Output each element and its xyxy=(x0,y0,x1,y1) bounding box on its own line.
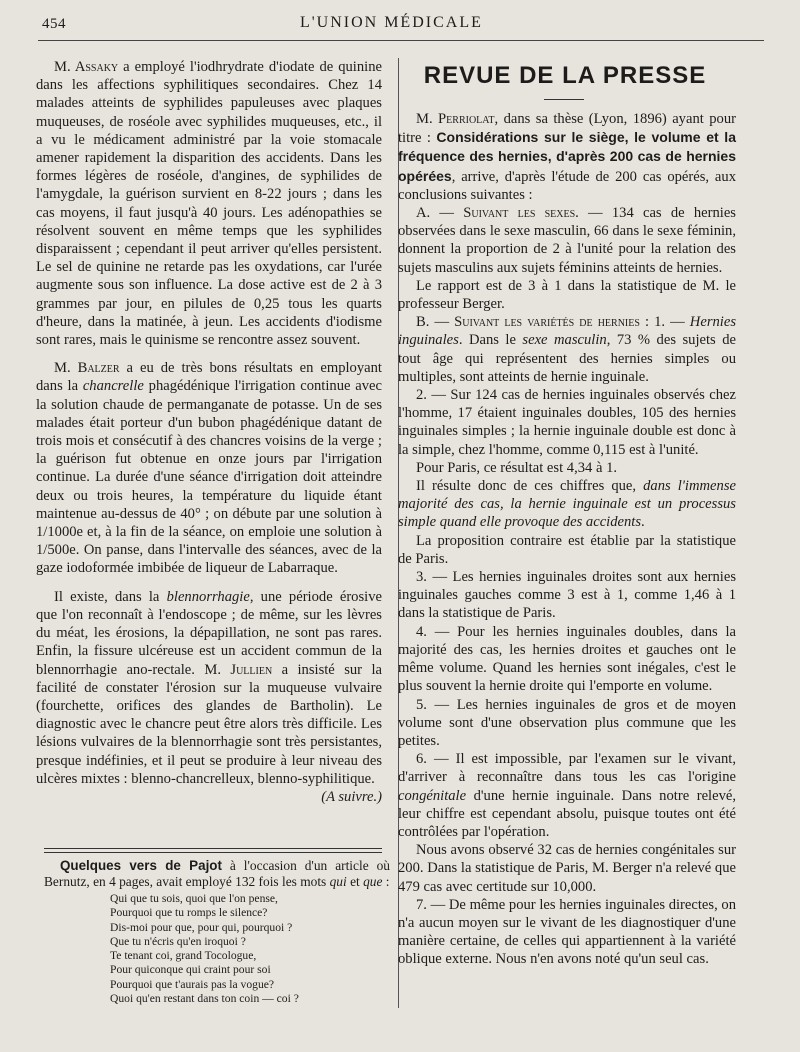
paragraph-3: 3. — Les hernies inguinales droites sont aux hernies inguinales gauches comme 3 est à 1, comme 1,46 à 1 dans la statistique de Paris. xyxy=(398,569,736,622)
poem-line: Te tenant coi, grand Tocologue, xyxy=(110,949,257,963)
poem-line: Pourquoi que t'aurais pas la vogue? xyxy=(110,977,275,991)
paragraph-text: a employé l'iodhrydrate d'iodate de quinine dans les affections syphilitiques secondaires. Chez 14 malades atteints de syphilides papuleuses avec plaques muqueuses, de roséole avec syphilides muqueuses, etc., il a vu le médicament administré par la voie stomacale amener rapidement la disparition des accidents. Dans les formes légères de roséole, d'angines, de syphilides de l'amygdale, la guérison survient en 8-22 jours ; dans les cas moyens, il faut jusqu'à 40 jours. Les adénopathies se résolvent souvent en même temps que les syphilides disparaissent ; cependant il peut arriver qu'elles persistent. Le sel de quinine ne retarde pas les oxydations, car l'urée augmente sous son influence. La dose active est de 2 à 3 grammes par jour, en pilules de 0,25 tous les quarts d'heure, dans la matinée, à jeun. Les accidents d'iodisme sont rares, mais le quinisme se rencontre assez souvent. xyxy=(36,59,382,349)
paragraph-resulte: Il résulte donc de ces chiffres que, dans l'immense majorité des cas, la hernie inguinale est un processus simple quand elle provoque des accidents. xyxy=(398,478,736,531)
poem-line: Que tu n'écris qu'en iroquoi ? xyxy=(110,934,246,948)
paragraph-7: 7. — De même pour les hernies inguinales directes, on n'a aucun moyen sur le vivant de les diagnostiquer d'une manière certaine, de celles qui appartiennent à la variété oblique externe. Nous n'en avons noté qu'un seul cas. xyxy=(398,896,736,968)
poem xyxy=(110,892,390,1006)
paragraph-varietes: B. — Suivant les variétés de hernies : 1. — Hernies inguinales. Dans le sexe masculin, 73 % des sujets de tout âge qui représentent des hernies simples ou multiples, sont atteints de hernie inguinale. xyxy=(398,314,737,385)
paragraph-6: 6. — Il est impossible, par l'examen sur le vivant, d'arriver à reconnaître dans tous les cas l'origine congénitale d'une hernie inguinale. Dans notre relevé, leur chiffre est cependant absolu, puisque toutes ont été contrôlées par l'opération. xyxy=(398,751,736,840)
paragraph-2: 2. — Sur 124 cas de hernies inguinales observés chez l'homme, 17 étaient inguinales doubles, 105 des hernies inguinales simples ; la hernie inguinale double est donc à la simple, chez l'homme, comme 0,115 est à l'unité. xyxy=(398,387,736,458)
thesis-title: Considérations sur le siège, le volume et la fréquence des hernies, d'après 200 cas de hernies opérées xyxy=(398,129,736,184)
paragraph-5: 5. — Les hernies inguinales de gros et de moyen volume sont d'une observation plus commune que les petites. xyxy=(398,696,736,749)
paragraph-congenitales: Nous avons observé 32 cas de hernies congénitales sur 200. Dans la statistique de Paris, M. Berger n'a relevé que 479 cas avec certitude sur 10,000. xyxy=(398,842,736,895)
header-rule xyxy=(38,40,764,41)
section-double-rule xyxy=(44,848,382,853)
left-column xyxy=(36,58,382,806)
poem-line: Quoi qu'en restant dans ton coin — coi ? xyxy=(110,992,299,1006)
term-blennorrhagie: blennorrhagie xyxy=(166,588,250,605)
paragraph-rapport: Le rapport est de 3 à 1 dans la statistique de M. le professeur Berger. xyxy=(398,277,736,313)
journal-title: L'UNION MÉDICALE xyxy=(300,14,483,31)
section-title: REVUE DE LA PRESSE xyxy=(423,62,707,89)
paragraph-4: 4. — Pour les hernies inguinales doubles, dans la majorité des cas, les hernies droites et gauches ont le même volume. Quand les hernies sont inégales, c'est le plus souvent la hernie droite qui l'emporte en volume. xyxy=(398,623,736,695)
a-suivre: (A suivre.) xyxy=(321,788,382,805)
author-name: M. Assaky xyxy=(54,59,119,75)
poem-line: Qui que tu sois, quoi que l'on pense, xyxy=(110,892,278,905)
paragraph-sexes: A. — Suivant les sexes. — 134 cas de hernies observées dans le sexe masculin, 66 dans le sexe féminin, donnent la proportion de 2 à l'unité pour la relation des sujets masculins aux sujets féminins atteints de hernies. xyxy=(398,205,736,276)
title-underline xyxy=(544,99,584,100)
author-name: M. Balzer xyxy=(54,360,120,377)
pajot-intro: Quelques vers de Pajot à l'occasion d'un article où Bernutz, en 4 pages, avait employé 132 fois les mots qui et que : xyxy=(44,858,390,889)
pajot-title: Quelques vers de Pajot xyxy=(60,858,222,873)
paragraph-blennorrhagie: Il existe, dans la blennorrhagie, une période érosive que l'on reconnaît à l'endoscope ; de même, sur les lèvres du méat, les érosions, la dépapillation, ne sont pas rares. Enfin, la fissure ulcéreuse est un accident commun de la blennorrhagie ano-rectale. M. Jullien a insisté sur la facilité de constater l'érosion sur la muqueuse vulvaire (fourchette, orifices des glandes de Bartholin). Le diagnostic avec le chancre peut être alors très difficile. Les lésions vulvaires de la blennorrhagie sont très persistantes, presque indéfinies, et il peut se produire à leur niveau des ulcères mixtes : blenno-chancrelleux, blenno-syphilitique. (A suivre.) xyxy=(36,588,382,805)
paragraph-contraire: La proposition contraire est établie par la statistique de Paris. xyxy=(398,532,736,567)
author-name: M. Perriolat xyxy=(416,111,495,127)
right-column xyxy=(398,110,736,969)
paragraph-paris: Pour Paris, ce résultat est 4,34 à 1. xyxy=(416,459,618,476)
poem-line: Pour quiconque qui craint pour soi xyxy=(110,963,271,977)
term-chancrelle: chancrelle xyxy=(82,378,144,395)
paragraph-balzer: M. Balzer a eu de très bons résultats en employant dans la chancrelle phagédénique l'irrigation continue avec la solution chaude de permanganate de potasse. Un de ses malades était porteur d'un bubon phagédénique datant de trois mois et consécutif à des chancres voisins de la verge ; la guérison fut obtenue en onze jours par l'irrigation continue. La durée d'une séance d'irrigation doit atteindre deux ou trois heures, la température du liquide étant maintenue au-dessus de 40° ; on débute par une solution à 1/1000e et, à la fin de la séance, on emploie une solution à 1/500e. On panse, dans l'intervalle des séances, avec de la gaze iodoformée imbibée de liqueur de Labarraque. xyxy=(36,360,382,577)
paragraph-intro: M. Perriolat, dans sa thèse (Lyon, 1896) ayant pour titre : Considérations sur le siège, le volume et la fréquence des hernies, d'après 200 cas de hernies opérées, arrive, d'après l'étude de 200 cas opérés, aux conclusions suivantes : xyxy=(398,111,736,203)
poem-line: Pourquoi que tu romps le silence? xyxy=(110,906,268,920)
poem-line: Dis-moi pour que, pour qui, pourquoi ? xyxy=(110,920,293,934)
pajot-verses xyxy=(44,858,390,1006)
author-name: M. Jullien xyxy=(204,661,273,678)
page-number: 454 xyxy=(42,16,66,32)
paragraph-assaky xyxy=(36,58,382,349)
